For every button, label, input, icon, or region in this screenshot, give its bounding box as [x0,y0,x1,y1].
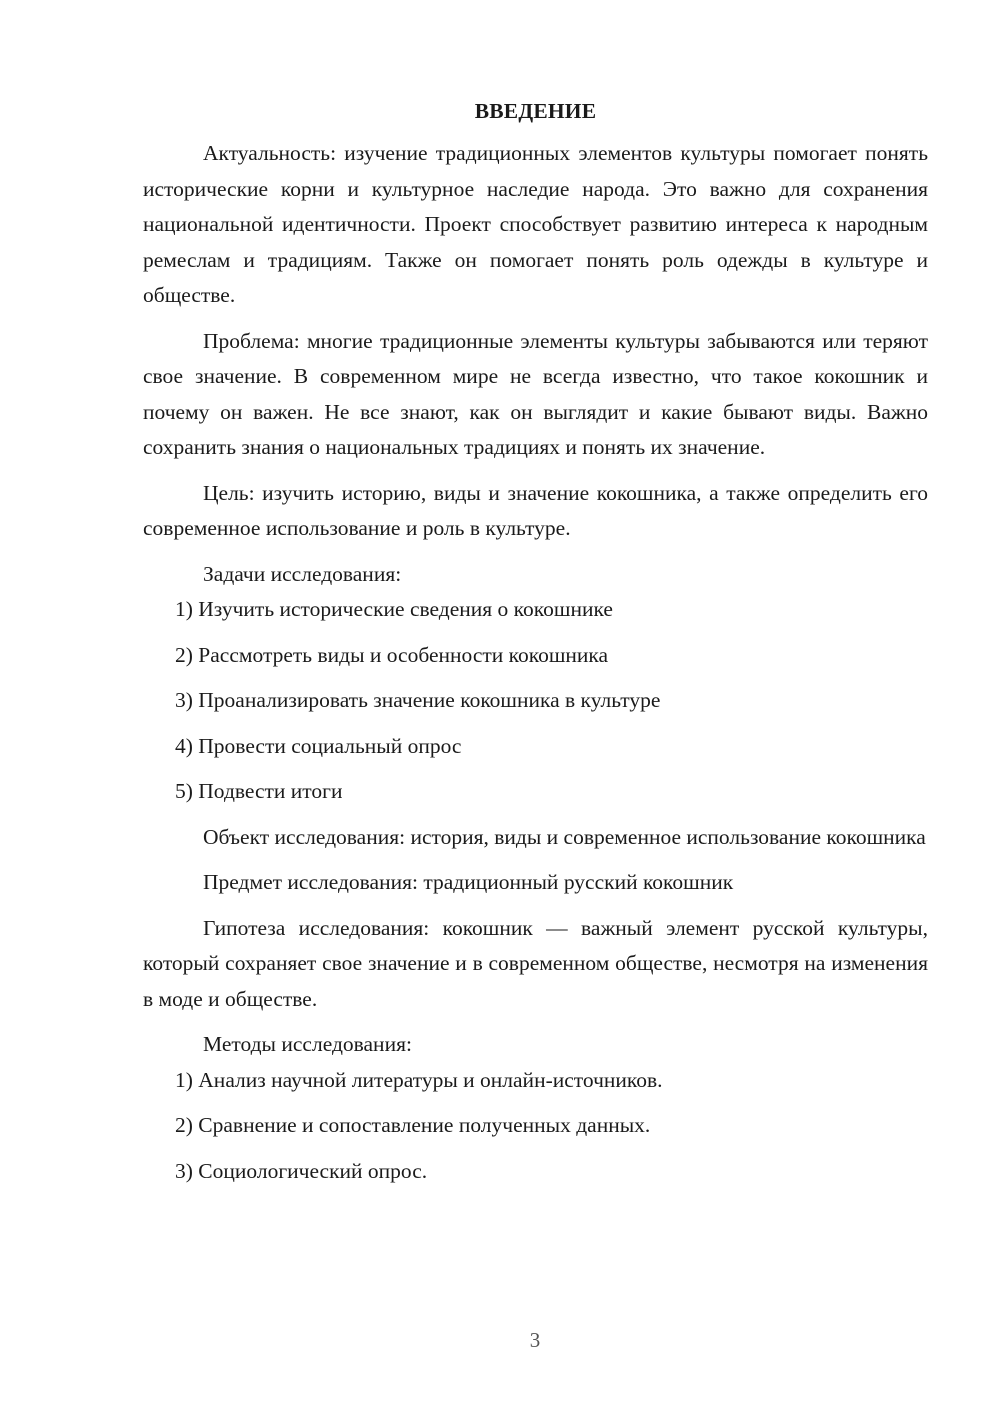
hypothesis-paragraph: Гипотеза исследования: кокошник — важный элемент русской культуры, который сохраняет свое значение и в современном обществе, несмотря на изменения в моде и обществе. [143,915,928,1011]
section-title: ВВЕДЕНИЕ [474,99,597,123]
tasks-list [143,592,928,820]
list-item: 3) Проанализировать значение кокошника в культуре [175,688,661,712]
list-item: 2) Рассмотреть виды и особенности кокошника [175,642,609,667]
problem-paragraph: Проблема: многие традиционные элементы культуры забываются или теряют свое значение. В современном мире не всегда известно, что такое кокошник и почему он важен. Не все знают, как он выглядит и какие бывают виды. Важно сохранить знания о национальных традициях и понять их значение. [143,328,928,459]
list-item: 3) Социологический опрос. [175,1158,428,1183]
methods-list [143,1063,928,1200]
relevance-paragraph: Актуальность: изучение традиционных элементов культуры помогает понять исторические корни и культурное наследие народа. Это важно для сохранения национальной идентичности. Проект способствует развитию интереса к народным ремеслам и традициям. Также он помогает понять роль одежды в культуре и обществе. [143,141,928,307]
list-item: 5) Подвести итоги [175,779,343,803]
object-paragraph: Объект исследования: история, виды и современное использование кокошника [203,824,926,849]
page-number: 3 [529,1328,541,1352]
list-item: 1) Изучить исторические сведения о кокошнике [175,597,613,621]
list-item: 2) Сравнение и сопоставление полученных данных. [175,1113,651,1137]
tasks-heading: Задачи исследования: [203,561,402,586]
document-page [143,96,928,1199]
methods-heading: Методы исследования: [203,1032,412,1056]
subject-paragraph: Предмет исследования: традиционный русский кокошник [203,870,734,894]
goal-paragraph: Цель: изучить историю, виды и значение кокошника, а также определить его современное использование и роль в культуре. [143,480,928,540]
list-item: 4) Провести социальный опрос [175,733,462,758]
list-item: 1) Анализ научной литературы и онлайн-источников. [175,1067,663,1092]
